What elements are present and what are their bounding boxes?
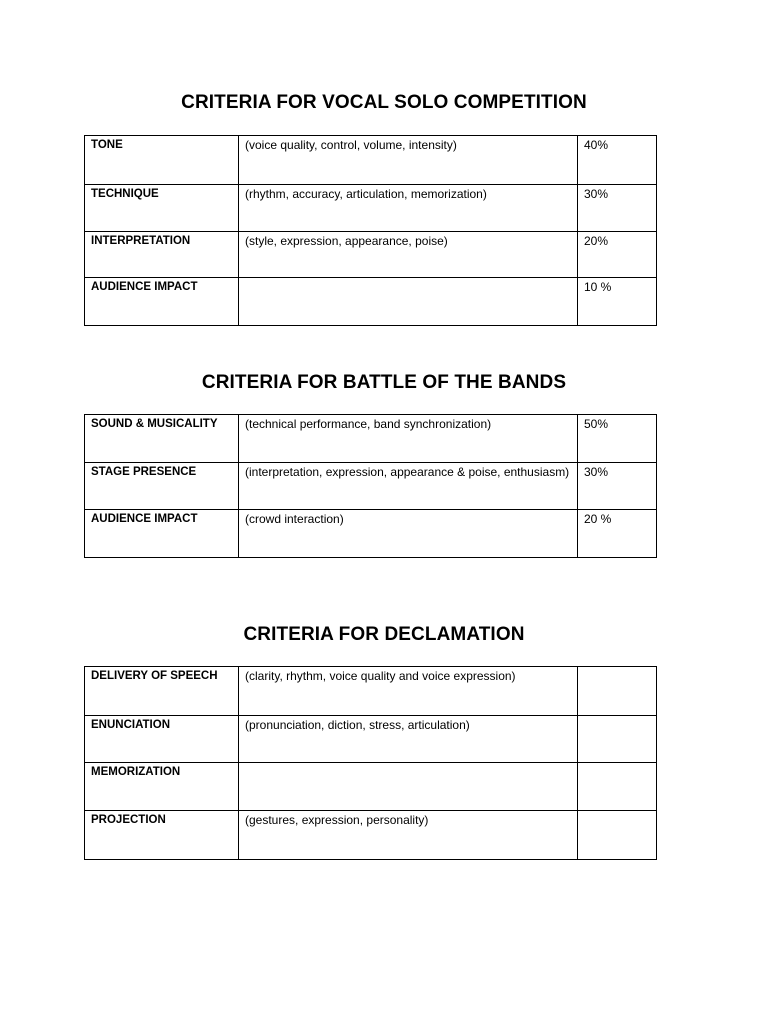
description-cell: (voice quality, control, volume, intensity) [239, 136, 578, 185]
description-cell [239, 278, 578, 326]
description-cell: (interpretation, expression, appearance & poise, enthusiasm) [239, 463, 578, 510]
criterion-cell: STAGE PRESENCE [85, 463, 239, 510]
weight-cell [578, 763, 657, 811]
weight-cell: 20 % [578, 510, 657, 558]
description-cell: (crowd interaction) [239, 510, 578, 558]
description-cell: (gestures, expression, personality) [239, 811, 578, 860]
criterion-cell: MEMORIZATION [85, 763, 239, 811]
battle-of-bands-title: CRITERIA FOR BATTLE OF THE BANDS [201, 372, 567, 393]
table-row [85, 415, 657, 463]
criterion-cell: AUDIENCE IMPACT [85, 278, 239, 326]
description-cell: (rhythm, accuracy, articulation, memorization) [239, 185, 578, 232]
table-row [85, 716, 657, 763]
table-row [85, 463, 657, 510]
table-row [85, 763, 657, 811]
weight-cell: 50% [578, 415, 657, 463]
weight-cell: 30% [578, 185, 657, 232]
vocal-solo-table [84, 135, 657, 326]
table-row [85, 667, 657, 716]
weight-cell [578, 667, 657, 716]
table-row [85, 510, 657, 558]
declamation-table [84, 666, 657, 860]
description-cell: (style, expression, appearance, poise) [239, 232, 578, 278]
table-row [85, 185, 657, 232]
weight-cell: 30% [578, 463, 657, 510]
criterion-cell: INTERPRETATION [85, 232, 239, 278]
criterion-cell: TECHNIQUE [85, 185, 239, 232]
battle-of-bands-table [84, 414, 657, 558]
criterion-cell: PROJECTION [85, 811, 239, 860]
weight-cell: 20% [578, 232, 657, 278]
vocal-solo-title: CRITERIA FOR VOCAL SOLO COMPETITION [181, 92, 587, 113]
description-cell: (clarity, rhythm, voice quality and voice expression) [239, 667, 578, 716]
weight-cell: 40% [578, 136, 657, 185]
description-cell: (technical performance, band synchronization) [239, 415, 578, 463]
weight-cell [578, 811, 657, 860]
weight-cell: 10 % [578, 278, 657, 326]
table-row [85, 136, 657, 185]
table-row [85, 232, 657, 278]
declamation-title: CRITERIA FOR DECLAMATION [243, 624, 525, 645]
table-row [85, 278, 657, 326]
table-row [85, 811, 657, 860]
weight-cell [578, 716, 657, 763]
criterion-cell: DELIVERY OF SPEECH [85, 667, 239, 716]
criterion-cell: AUDIENCE IMPACT [85, 510, 239, 558]
criterion-cell: TONE [85, 136, 239, 185]
criterion-cell: SOUND & MUSICALITY [85, 415, 239, 463]
criterion-cell: ENUNCIATION [85, 716, 239, 763]
description-cell [239, 763, 578, 811]
description-cell: (pronunciation, diction, stress, articulation) [239, 716, 578, 763]
